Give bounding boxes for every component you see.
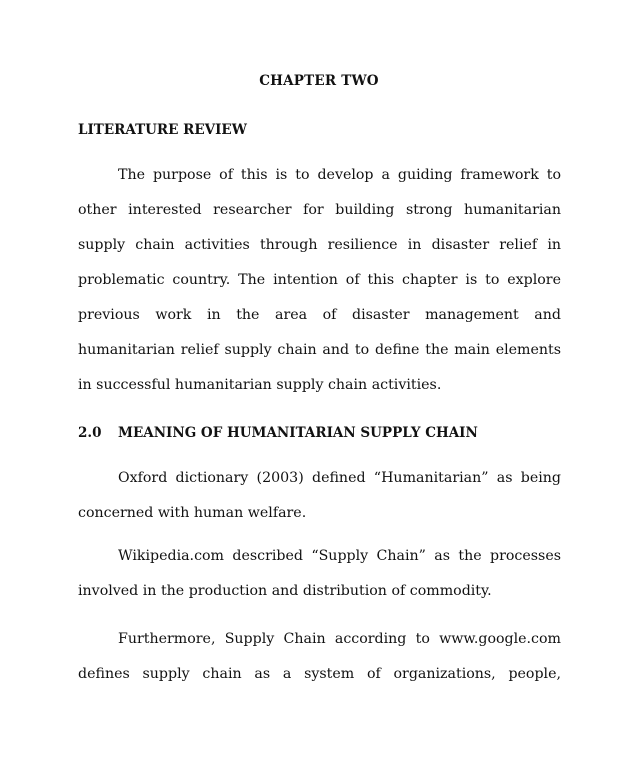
paragraph-purpose bbox=[78, 158, 561, 403]
text-line: humanitarian relief supply chain and to define the main elements bbox=[78, 342, 561, 358]
text-line: in successful humanitarian supply chain activities. bbox=[78, 377, 442, 393]
text-line: problematic country. The intention of this chapter is to explore bbox=[78, 272, 561, 288]
paragraph-supply-chain-definition bbox=[78, 539, 561, 609]
text-line: The purpose of this is to develop a guiding framework to bbox=[118, 167, 561, 183]
chapter-title: CHAPTER TWO bbox=[259, 73, 379, 89]
text-line: supply chain activities through resilience in disaster relief in bbox=[78, 237, 561, 253]
subsection-heading bbox=[78, 424, 478, 442]
text-line: Wikipedia.com described “Supply Chain” as the processes bbox=[118, 548, 561, 564]
text-line: Oxford dictionary (2003) defined “Humanitarian” as being bbox=[118, 470, 561, 486]
section-heading: LITERATURE REVIEW bbox=[78, 122, 247, 138]
text-line: Furthermore, Supply Chain according to www.google.com bbox=[118, 631, 561, 647]
text-line: concerned with human welfare. bbox=[78, 505, 307, 521]
paragraph-humanitarian-definition bbox=[78, 461, 561, 531]
text-line: other interested researcher for building strong humanitarian bbox=[78, 202, 561, 218]
text-line: involved in the production and distribution of commodity. bbox=[78, 583, 492, 599]
subsection-title: MEANING OF HUMANITARIAN SUPPLY CHAIN bbox=[118, 425, 478, 441]
text-line: defines supply chain as a system of organizations, people, bbox=[78, 666, 561, 682]
subsection-number: 2.0 bbox=[78, 425, 102, 441]
text-line: previous work in the area of disaster management and bbox=[78, 307, 561, 323]
paragraph-google-definition bbox=[78, 622, 561, 692]
